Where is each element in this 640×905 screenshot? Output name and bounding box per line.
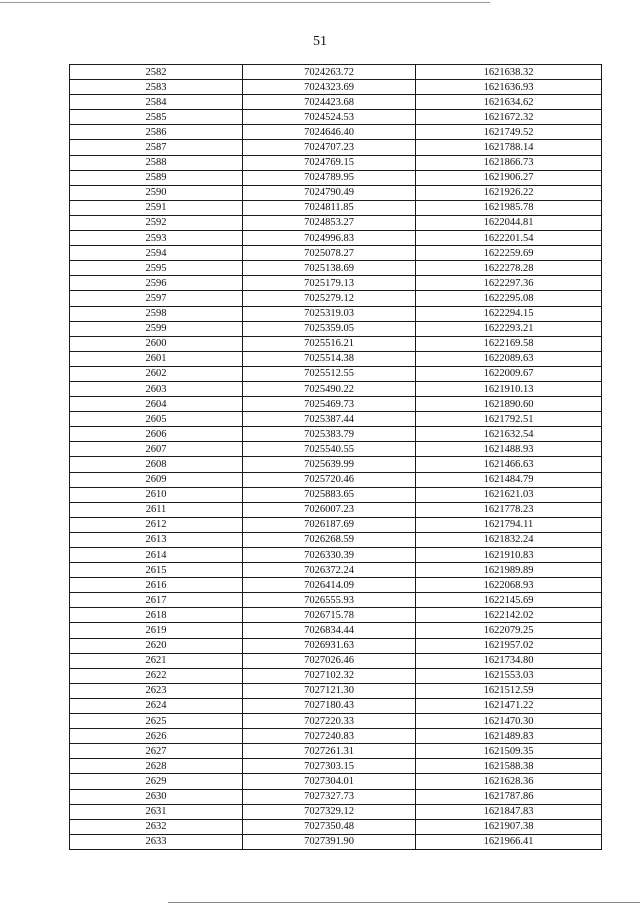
- point-number-cell: 2616: [70, 578, 243, 593]
- x-coordinate-cell: 7025383.79: [243, 427, 416, 442]
- x-coordinate-cell: 7027026.46: [243, 653, 416, 668]
- point-number-cell: 2624: [70, 698, 243, 713]
- x-coordinate-cell: 7024524.53: [243, 110, 416, 125]
- point-number-cell: 2582: [70, 65, 243, 80]
- point-number-cell: 2615: [70, 563, 243, 578]
- table-row: [70, 95, 602, 110]
- point-number-cell: 2618: [70, 608, 243, 623]
- point-number-cell: 2603: [70, 381, 243, 396]
- table-row: [70, 170, 602, 185]
- x-coordinate-cell: 7024769.15: [243, 155, 416, 170]
- point-number-cell: 2592: [70, 215, 243, 230]
- y-coordinate-cell: 1621628.36: [416, 774, 602, 789]
- point-number-cell: 2597: [70, 291, 243, 306]
- table-row: [70, 125, 602, 140]
- point-number-cell: 2610: [70, 487, 243, 502]
- x-coordinate-cell: 7026555.93: [243, 593, 416, 608]
- x-coordinate-cell: 7025514.38: [243, 351, 416, 366]
- table-row: [70, 65, 602, 80]
- x-coordinate-cell: 7025319.03: [243, 306, 416, 321]
- x-coordinate-cell: 7024811.85: [243, 200, 416, 215]
- point-number-cell: 2620: [70, 638, 243, 653]
- point-number-cell: 2593: [70, 231, 243, 246]
- point-number-cell: 2598: [70, 306, 243, 321]
- point-number-cell: 2622: [70, 668, 243, 683]
- point-number-cell: 2630: [70, 789, 243, 804]
- x-coordinate-cell: 7025469.73: [243, 397, 416, 412]
- y-coordinate-cell: 1622068.93: [416, 578, 602, 593]
- y-coordinate-cell: 1621634.62: [416, 95, 602, 110]
- x-coordinate-cell: 7024423.68: [243, 95, 416, 110]
- point-number-cell: 2591: [70, 200, 243, 215]
- x-coordinate-cell: 7025138.69: [243, 261, 416, 276]
- y-coordinate-cell: 1621792.51: [416, 412, 602, 427]
- point-number-cell: 2628: [70, 759, 243, 774]
- x-coordinate-cell: 7026715.78: [243, 608, 416, 623]
- x-coordinate-cell: 7027303.15: [243, 759, 416, 774]
- x-coordinate-cell: 7025639.99: [243, 457, 416, 472]
- point-number-cell: 2585: [70, 110, 243, 125]
- x-coordinate-cell: 7026268.59: [243, 532, 416, 547]
- x-coordinate-cell: 7025720.46: [243, 472, 416, 487]
- table-row: [70, 381, 602, 396]
- y-coordinate-cell: 1621484.79: [416, 472, 602, 487]
- table-row: [70, 714, 602, 729]
- table-row: [70, 276, 602, 291]
- point-number-cell: 2586: [70, 125, 243, 140]
- x-coordinate-cell: 7026330.39: [243, 548, 416, 563]
- y-coordinate-cell: 1621906.27: [416, 170, 602, 185]
- x-coordinate-cell: 7025359.05: [243, 321, 416, 336]
- y-coordinate-cell: 1621847.83: [416, 804, 602, 819]
- x-coordinate-cell: 7027327.73: [243, 789, 416, 804]
- table-row: [70, 351, 602, 366]
- y-coordinate-cell: 1621788.14: [416, 140, 602, 155]
- y-coordinate-cell: 1622297.36: [416, 276, 602, 291]
- point-number-cell: 2617: [70, 593, 243, 608]
- y-coordinate-cell: 1621910.13: [416, 381, 602, 396]
- y-coordinate-cell: 1621778.23: [416, 502, 602, 517]
- point-number-cell: 2590: [70, 185, 243, 200]
- table-row: [70, 834, 602, 849]
- top-rule: [0, 2, 490, 3]
- x-coordinate-cell: 7027240.83: [243, 729, 416, 744]
- table-row: [70, 548, 602, 563]
- table-row: [70, 487, 602, 502]
- point-number-cell: 2625: [70, 714, 243, 729]
- x-coordinate-cell: 7027102.32: [243, 668, 416, 683]
- x-coordinate-cell: 7026931.63: [243, 638, 416, 653]
- x-coordinate-cell: 7024789.95: [243, 170, 416, 185]
- x-coordinate-cell: 7024707.23: [243, 140, 416, 155]
- table-row: [70, 729, 602, 744]
- x-coordinate-cell: 7026834.44: [243, 623, 416, 638]
- x-coordinate-cell: 7027121.30: [243, 683, 416, 698]
- table-row: [70, 517, 602, 532]
- point-number-cell: 2588: [70, 155, 243, 170]
- coordinates-table: [69, 64, 602, 850]
- table-row: [70, 185, 602, 200]
- x-coordinate-cell: 7027329.12: [243, 804, 416, 819]
- table-row: [70, 698, 602, 713]
- y-coordinate-cell: 1621470.30: [416, 714, 602, 729]
- table-row: [70, 412, 602, 427]
- x-coordinate-cell: 7025883.65: [243, 487, 416, 502]
- y-coordinate-cell: 1621672.32: [416, 110, 602, 125]
- y-coordinate-cell: 1621907.38: [416, 819, 602, 834]
- point-number-cell: 2600: [70, 336, 243, 351]
- y-coordinate-cell: 1622145.69: [416, 593, 602, 608]
- y-coordinate-cell: 1622009.67: [416, 366, 602, 381]
- x-coordinate-cell: 7024790.49: [243, 185, 416, 200]
- table-row: [70, 472, 602, 487]
- table-row: [70, 336, 602, 351]
- y-coordinate-cell: 1621512.59: [416, 683, 602, 698]
- x-coordinate-cell: 7025490.22: [243, 381, 416, 396]
- point-number-cell: 2587: [70, 140, 243, 155]
- x-coordinate-cell: 7025540.55: [243, 442, 416, 457]
- table-row: [70, 140, 602, 155]
- table-row: [70, 789, 602, 804]
- y-coordinate-cell: 1621621.03: [416, 487, 602, 502]
- table-row: [70, 427, 602, 442]
- point-number-cell: 2599: [70, 321, 243, 336]
- table-row: [70, 261, 602, 276]
- x-coordinate-cell: 7025279.12: [243, 291, 416, 306]
- x-coordinate-cell: 7026372.24: [243, 563, 416, 578]
- table-row: [70, 578, 602, 593]
- point-number-cell: 2608: [70, 457, 243, 472]
- y-coordinate-cell: 1622089.63: [416, 351, 602, 366]
- y-coordinate-cell: 1621966.41: [416, 834, 602, 849]
- y-coordinate-cell: 1621489.83: [416, 729, 602, 744]
- table-row: [70, 110, 602, 125]
- x-coordinate-cell: 7024323.69: [243, 80, 416, 95]
- y-coordinate-cell: 1621632.54: [416, 427, 602, 442]
- point-number-cell: 2596: [70, 276, 243, 291]
- y-coordinate-cell: 1622169.58: [416, 336, 602, 351]
- x-coordinate-cell: 7027350.48: [243, 819, 416, 834]
- x-coordinate-cell: 7027261.31: [243, 744, 416, 759]
- x-coordinate-cell: 7026007.23: [243, 502, 416, 517]
- point-number-cell: 2623: [70, 683, 243, 698]
- point-number-cell: 2632: [70, 819, 243, 834]
- table-row: [70, 532, 602, 547]
- point-number-cell: 2601: [70, 351, 243, 366]
- table-row: [70, 502, 602, 517]
- x-coordinate-cell: 7026187.69: [243, 517, 416, 532]
- y-coordinate-cell: 1621794.11: [416, 517, 602, 532]
- x-coordinate-cell: 7027220.33: [243, 714, 416, 729]
- point-number-cell: 2602: [70, 366, 243, 381]
- table-row: [70, 442, 602, 457]
- y-coordinate-cell: 1621985.78: [416, 200, 602, 215]
- y-coordinate-cell: 1621638.32: [416, 65, 602, 80]
- y-coordinate-cell: 1621749.52: [416, 125, 602, 140]
- y-coordinate-cell: 1621553.03: [416, 668, 602, 683]
- table-row: [70, 683, 602, 698]
- table-row: [70, 819, 602, 834]
- y-coordinate-cell: 1621466.63: [416, 457, 602, 472]
- y-coordinate-cell: 1621926.22: [416, 185, 602, 200]
- page-number: 51: [313, 34, 327, 49]
- y-coordinate-cell: 1621890.60: [416, 397, 602, 412]
- table-row: [70, 593, 602, 608]
- point-number-cell: 2583: [70, 80, 243, 95]
- y-coordinate-cell: 1622201.54: [416, 231, 602, 246]
- table-row: [70, 623, 602, 638]
- point-number-cell: 2614: [70, 548, 243, 563]
- x-coordinate-cell: 7024996.83: [243, 231, 416, 246]
- table-row: [70, 231, 602, 246]
- y-coordinate-cell: 1621832.24: [416, 532, 602, 547]
- y-coordinate-cell: 1621989.89: [416, 563, 602, 578]
- x-coordinate-cell: 7024853.27: [243, 215, 416, 230]
- y-coordinate-cell: 1621866.73: [416, 155, 602, 170]
- y-coordinate-cell: 1621734.80: [416, 653, 602, 668]
- point-number-cell: 2605: [70, 412, 243, 427]
- coordinates-table-body: [70, 65, 602, 850]
- x-coordinate-cell: 7025387.44: [243, 412, 416, 427]
- point-number-cell: 2584: [70, 95, 243, 110]
- y-coordinate-cell: 1622294.15: [416, 306, 602, 321]
- y-coordinate-cell: 1621910.83: [416, 548, 602, 563]
- table-row: [70, 397, 602, 412]
- table-row: [70, 638, 602, 653]
- x-coordinate-cell: 7025179.13: [243, 276, 416, 291]
- table-row: [70, 291, 602, 306]
- y-coordinate-cell: 1621471.22: [416, 698, 602, 713]
- table-row: [70, 155, 602, 170]
- y-coordinate-cell: 1622278.28: [416, 261, 602, 276]
- point-number-cell: 2626: [70, 729, 243, 744]
- table-row: [70, 215, 602, 230]
- point-number-cell: 2589: [70, 170, 243, 185]
- y-coordinate-cell: 1621588.38: [416, 759, 602, 774]
- y-coordinate-cell: 1622079.25: [416, 623, 602, 638]
- point-number-cell: 2621: [70, 653, 243, 668]
- y-coordinate-cell: 1622044.81: [416, 215, 602, 230]
- point-number-cell: 2594: [70, 246, 243, 261]
- point-number-cell: 2613: [70, 532, 243, 547]
- y-coordinate-cell: 1621787.86: [416, 789, 602, 804]
- table-row: [70, 774, 602, 789]
- x-coordinate-cell: 7025516.21: [243, 336, 416, 351]
- x-coordinate-cell: 7025078.27: [243, 246, 416, 261]
- y-coordinate-cell: 1622295.08: [416, 291, 602, 306]
- table-row: [70, 306, 602, 321]
- point-number-cell: 2633: [70, 834, 243, 849]
- point-number-cell: 2606: [70, 427, 243, 442]
- table-row: [70, 668, 602, 683]
- point-number-cell: 2595: [70, 261, 243, 276]
- table-row: [70, 804, 602, 819]
- bottom-rule: [168, 902, 640, 903]
- table-row: [70, 80, 602, 95]
- y-coordinate-cell: 1621957.02: [416, 638, 602, 653]
- point-number-cell: 2612: [70, 517, 243, 532]
- table-row: [70, 246, 602, 261]
- y-coordinate-cell: 1621636.93: [416, 80, 602, 95]
- table-row: [70, 366, 602, 381]
- point-number-cell: 2609: [70, 472, 243, 487]
- x-coordinate-cell: 7024646.40: [243, 125, 416, 140]
- point-number-cell: 2629: [70, 774, 243, 789]
- table-row: [70, 200, 602, 215]
- x-coordinate-cell: 7026414.09: [243, 578, 416, 593]
- x-coordinate-cell: 7027304.01: [243, 774, 416, 789]
- y-coordinate-cell: 1621488.93: [416, 442, 602, 457]
- point-number-cell: 2619: [70, 623, 243, 638]
- point-number-cell: 2611: [70, 502, 243, 517]
- x-coordinate-cell: 7027391.90: [243, 834, 416, 849]
- table-row: [70, 457, 602, 472]
- table-row: [70, 744, 602, 759]
- point-number-cell: 2631: [70, 804, 243, 819]
- point-number-cell: 2607: [70, 442, 243, 457]
- table-row: [70, 653, 602, 668]
- y-coordinate-cell: 1622293.21: [416, 321, 602, 336]
- point-number-cell: 2604: [70, 397, 243, 412]
- x-coordinate-cell: 7025512.55: [243, 366, 416, 381]
- table-row: [70, 608, 602, 623]
- x-coordinate-cell: 7027180.43: [243, 698, 416, 713]
- table-row: [70, 563, 602, 578]
- point-number-cell: 2627: [70, 744, 243, 759]
- table-row: [70, 321, 602, 336]
- x-coordinate-cell: 7024263.72: [243, 65, 416, 80]
- y-coordinate-cell: 1621509.35: [416, 744, 602, 759]
- y-coordinate-cell: 1622142.02: [416, 608, 602, 623]
- table-row: [70, 759, 602, 774]
- y-coordinate-cell: 1622259.69: [416, 246, 602, 261]
